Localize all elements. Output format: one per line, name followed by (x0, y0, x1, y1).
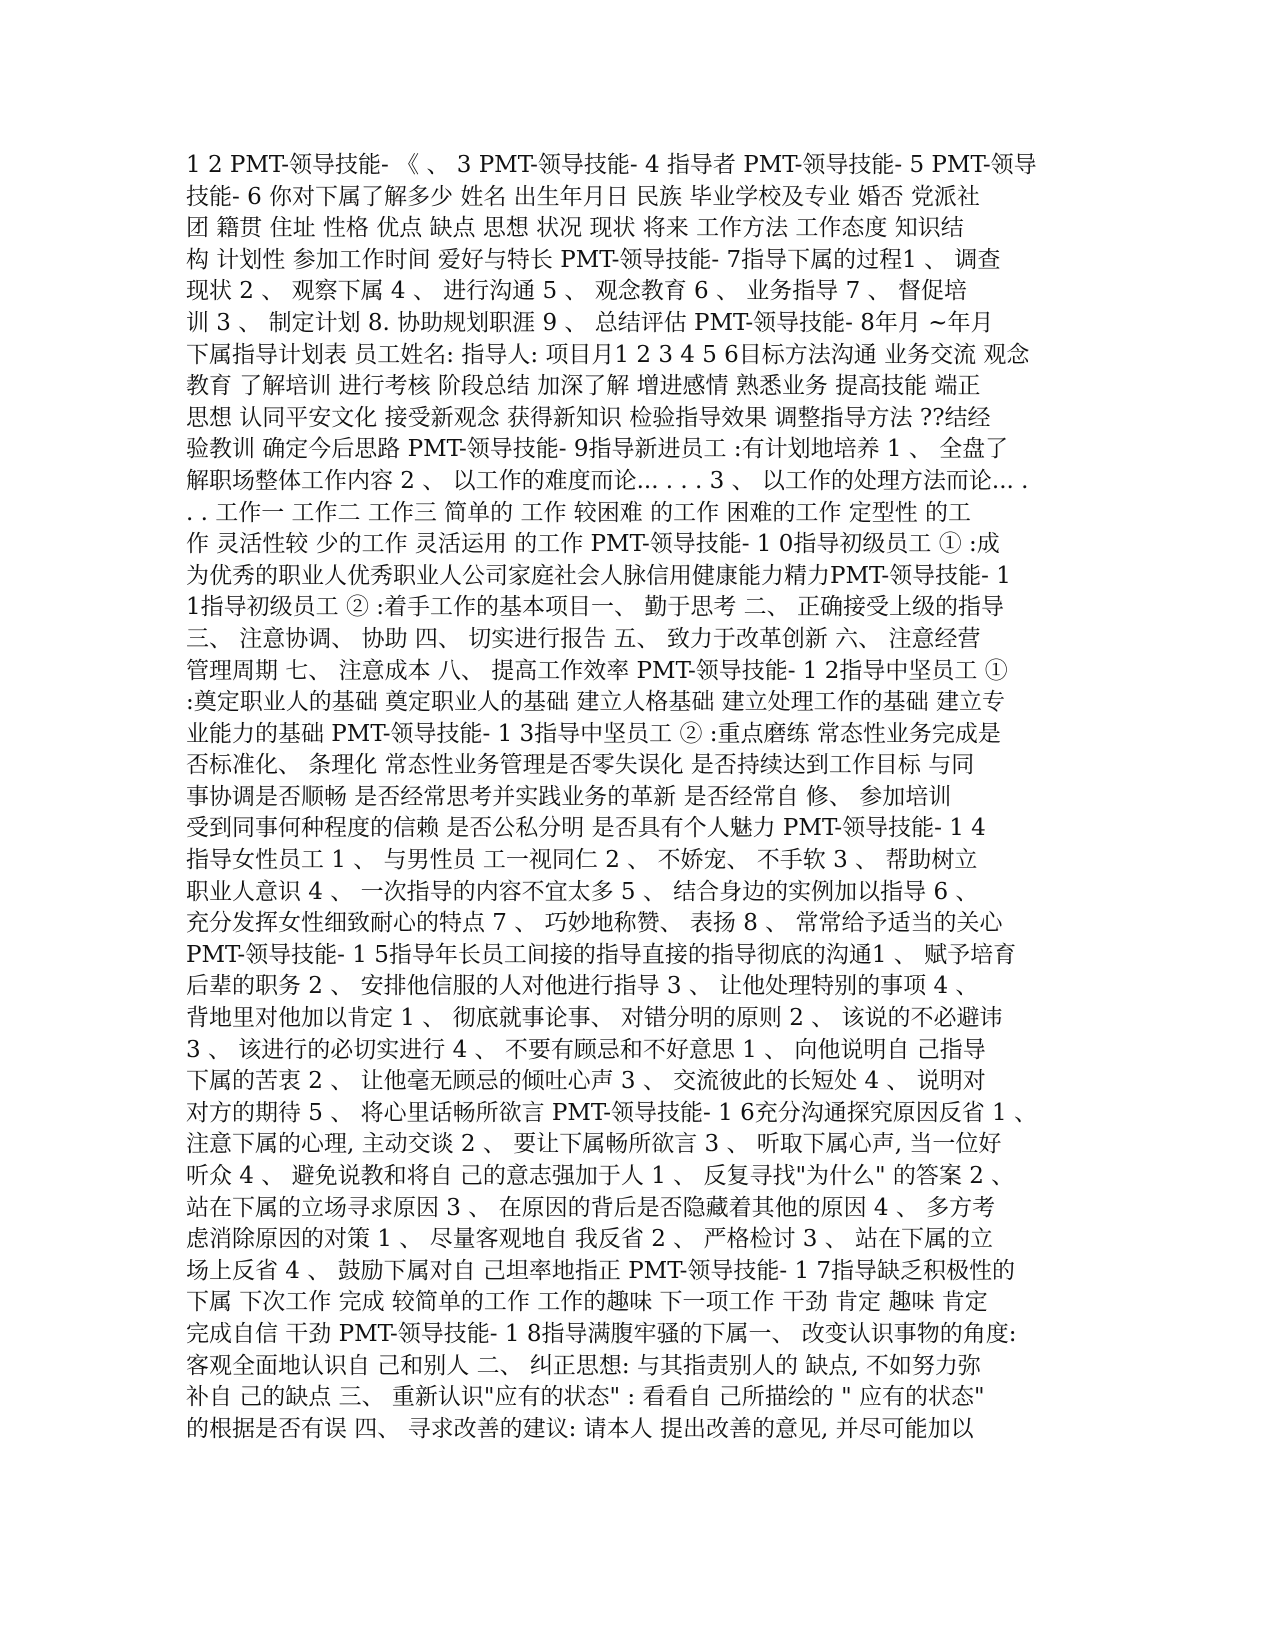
text-line: 事协调是否顺畅 是否经常思考并实践业务的革新 是否经常自 修、 参加培训 (186, 783, 952, 810)
text-line: 注意下属的心理, 主动交谈 2 、 要让下属畅所欲言 3 、 听取下属心声, 当一位好 (186, 1131, 1002, 1158)
text-line: :奠定职业人的基础 奠定职业人的基础 建立人格基础 建立处理工作的基础 建立专 (186, 689, 1005, 716)
text-line: 解职场整体工作内容 2 、 以工作的难度而论... . . . 3 、 以工作的处理方法而论... . (186, 467, 1029, 494)
text-line: 否标准化、 条理化 常态性业务管理是否零失误化 是否持续达到工作目标 与同 (186, 752, 975, 779)
text-line: 受到同事何种程度的信赖 是否公私分明 是否具有个人魅力 PMT-领导技能- 1 4 (186, 815, 986, 842)
text-line: 的根据是否有误 四、 寻求改善的建议: 请本人 提出改善的意见, 并尽可能加以 (186, 1415, 974, 1442)
text-line: 补自 己的缺点 三、 重新认识"应有的状态" : 看看自 己所描绘的 " 应有的状态" (186, 1384, 985, 1411)
text-line: 作 灵活性较 少的工作 灵活运用 的工作 PMT-领导技能- 1 0指导初级员工 ① :成 (186, 531, 1000, 558)
text-line: 指导女性员工 1 、 与男性员 工一视同仁 2 、 不娇宠、 不手软 3 、 帮助树立 (186, 847, 978, 874)
text-line: 3 、 该进行的必切实进行 4 、 不要有顾忌和不好意思 1 、 向他说明自 己指导 (186, 1036, 986, 1063)
text-line: 验教训 确定今后思路 PMT-领导技能- 9指导新进员工 :有计划地培养 1 、 全盘了 (186, 436, 1009, 463)
text-line: 虑消除原因的对策 1 、 尽量客观地自 我反省 2 、 严格检讨 3 、 站在下属的立 (186, 1226, 994, 1253)
text-line: 1指导初级员工 ② :着手工作的基本项目一、 勤于思考 二、 正确接受上级的指导 (186, 594, 1004, 621)
text-line: 教育 了解培训 进行考核 阶段总结 加深了解 增进感情 熟悉业务 提高技能 端正 (186, 373, 981, 400)
text-line: 下属的苦衷 2 、 让他毫无顾忌的倾吐心声 3 、 交流彼此的长短处 4 、 说明对 (186, 1068, 986, 1095)
text-line: 下属 下次工作 完成 较简单的工作 工作的趣味 下一项工作 干劲 肯定 趣味 肯定 (186, 1289, 988, 1316)
text-line: 为优秀的职业人优秀职业人公司家庭社会人脉信用健康能力精力PMT-领导技能- 1 (186, 562, 1011, 589)
text-line: 客观全面地认识自 己和别人 二、 纠正思想: 与其指责别人的 缺点, 不如努力弥 (186, 1352, 981, 1379)
text-line: 下属指导计划表 员工姓名: 指导人: 项目月1 2 3 4 5 6目标方法沟通 业务交流 观念 (186, 341, 1030, 368)
text-line: 思想 认同平安文化 接受新观念 获得新知识 检验指导效果 调整指导方法 ??结经 (186, 404, 991, 431)
text-line: 充分发挥女性细致耐心的特点 7 、 巧妙地称赞、 表扬 8 、 常常给予适当的关心 (186, 910, 1003, 937)
text-line: 职业人意识 4 、 一次指导的内容不宜太多 5 、 结合身边的实例加以指导 6 、 (186, 878, 979, 905)
text-line: 完成自信 干劲 PMT-领导技能- 1 8指导满腹牢骚的下属一、 改变认识事物的角度: (186, 1320, 1017, 1347)
text-line: 后辈的职务 2 、 安排他信服的人对他进行指导 3 、 让他处理特别的事项 4 、 (186, 973, 979, 1000)
text-line: 技能- 6 你对下属了解多少 姓名 出生年月日 民族 毕业学校及专业 婚否 党派社 (186, 183, 980, 210)
text-line: 构 计划性 参加工作时间 爱好与特长 PMT-领导技能- 7指导下属的过程1 、 调查 (186, 246, 1001, 273)
text-line: 三、 注意协调、 协助 四、 切实进行报告 五、 致力于改革创新 六、 注意经营 (186, 625, 981, 652)
text-line: . . 工作一 工作二 工作三 简单的 工作 较困难 的工作 困难的工作 定型性 的工 (186, 499, 972, 526)
text-line: 管理周期 七、 注意成本 八、 提高工作效率 PMT-领导技能- 1 2指导中坚员工 ① (186, 657, 1008, 684)
text-line: 场上反省 4 、 鼓励下属对自 己坦率地指正 PMT-领导技能- 1 7指导缺乏积极性的 (186, 1257, 1016, 1284)
text-line: 对方的期待 5 、 将心里话畅所欲言 PMT-领导技能- 1 6充分沟通探究原因反省 1 、 (186, 1099, 1037, 1126)
text-line: 背地里对他加以肯定 1 、 彻底就事论事、 对错分明的原则 2 、 该说的不必避讳 (186, 1005, 1003, 1032)
text-line: 站在下属的立场寻求原因 3 、 在原因的背后是否隐藏着其他的原因 4 、 多方考 (186, 1194, 996, 1221)
document-body (186, 150, 1086, 1445)
text-line: 业能力的基础 PMT-领导技能- 1 3指导中坚员工 ② :重点磨练 常态性业务完成是 (186, 720, 1001, 747)
text-line: PMT-领导技能- 1 5指导年长员工间接的指导直接的指导彻底的沟通1 、 赋予培育 (186, 941, 1017, 968)
text-line: 现状 2 、 观察下属 4 、 进行沟通 5 、 观念教育 6 、 业务指导 7 、 督促培 (186, 278, 967, 305)
text-line: 听众 4 、 避免说教和将自 己的意志强加于人 1 、 反复寻找"为什么" 的答案 2 、 (186, 1163, 1015, 1189)
text-line: 1 2 PMT-领导技能- 《 、 3 PMT-领导技能- 4 指导者 PMT-领导技能- 5 PMT-领导 (186, 152, 1037, 178)
text-line: 训 3 、 制定计划 8. 协助规划职涯 9 、 总结评估 PMT-领导技能- 8年月 ~年月 (186, 309, 994, 336)
text-line: 团 籍贯 住址 性格 优点 缺点 思想 状况 现状 将来 工作方法 工作态度 知识结 (186, 215, 964, 242)
